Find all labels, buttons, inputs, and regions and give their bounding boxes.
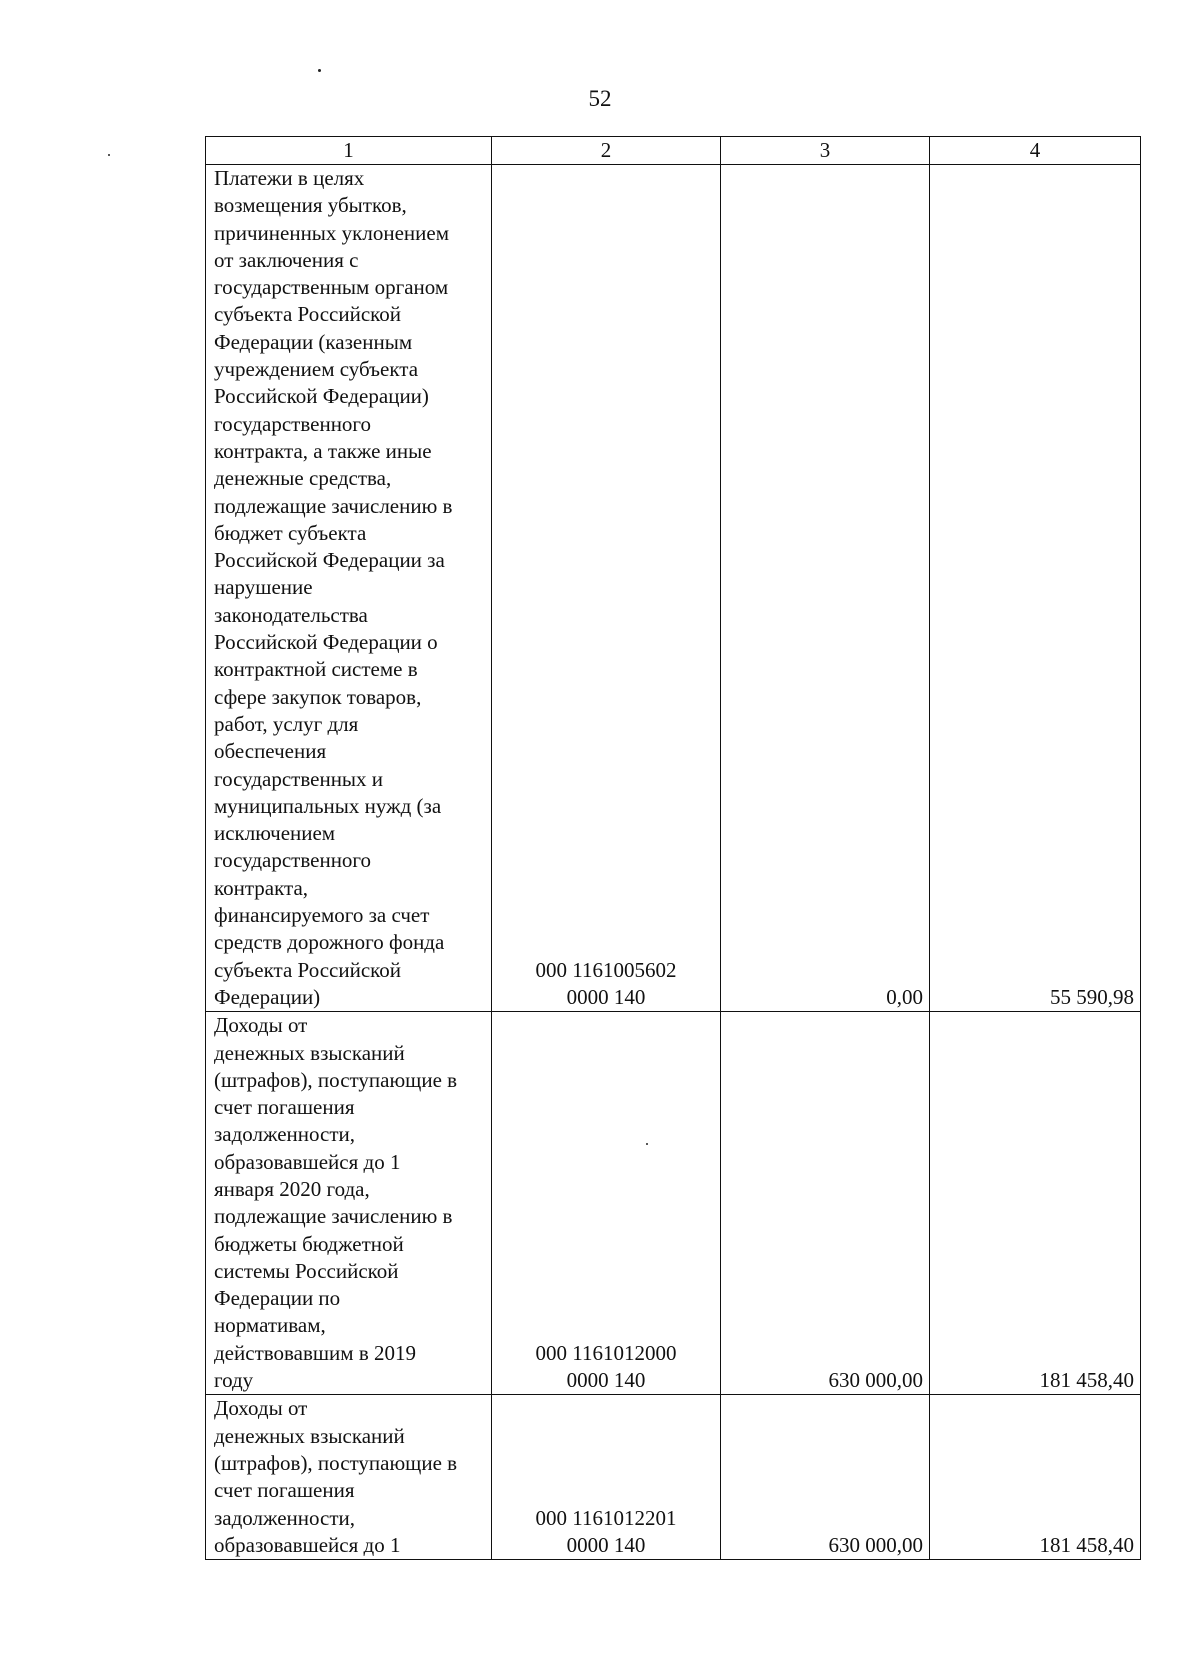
row-value-col4: 55 590,98 xyxy=(930,165,1141,1012)
row-name-cell: Доходы от денежных взысканий (штрафов), поступающие в счет погашения задолженности, образовавшейся до 1 xyxy=(206,1395,492,1560)
row-code-cell: 000 1161005602 0000 140 xyxy=(492,165,721,1012)
row-code-cell: 000 1161012000 0000 140 xyxy=(492,1012,721,1395)
row-name-cell: Платежи в целях возмещения убытков, причиненных уклонением от заключения с государственным органом субъекта Российской Федерации (казенным учреждением субъекта Российской Федерации) государственного контракта, а также иные денежные средства, подлежащие зачислению в бюджет субъекта Российской Федерации за нарушение законодательства Российской Федерации о контрактной системе в сфере закупок товаров, работ, услуг для обеспечения государственных и муниципальных нужд (за исключением государственного контракта, финансируемого за счет средств дорожного фонда субъекта Российской Федерации) xyxy=(206,165,492,1012)
row-name-cell: Доходы от денежных взысканий (штрафов), поступающие в счет погашения задолженности, образовавшейся до 1 января 2020 года, подлежащие зачислению в бюджеты бюджетной системы Российской Федерации по нормативам, действовавшим в 2019 году xyxy=(206,1012,492,1395)
row-value-col3: 0,00 xyxy=(721,165,930,1012)
table-row xyxy=(206,165,1141,1012)
row-value-col3: 630 000,00 xyxy=(721,1012,930,1395)
scan-speck xyxy=(108,154,110,156)
row-code-cell: 000 1161012201 0000 140 xyxy=(492,1395,721,1560)
row-value-col3: 630 000,00 xyxy=(721,1395,930,1560)
table-row xyxy=(206,1012,1141,1395)
page-number: 52 xyxy=(588,86,612,111)
column-header-4: 4 xyxy=(930,137,1141,165)
table-header-row xyxy=(206,137,1141,165)
scan-speck xyxy=(318,69,321,72)
table-row xyxy=(206,1395,1141,1560)
row-value-col4: 181 458,40 xyxy=(930,1395,1141,1560)
row-value-col4: 181 458,40 xyxy=(930,1012,1141,1395)
column-header-1: 1 xyxy=(206,137,492,165)
column-header-2: 2 xyxy=(492,137,721,165)
data-table xyxy=(205,136,1141,1560)
column-header-3: 3 xyxy=(721,137,930,165)
